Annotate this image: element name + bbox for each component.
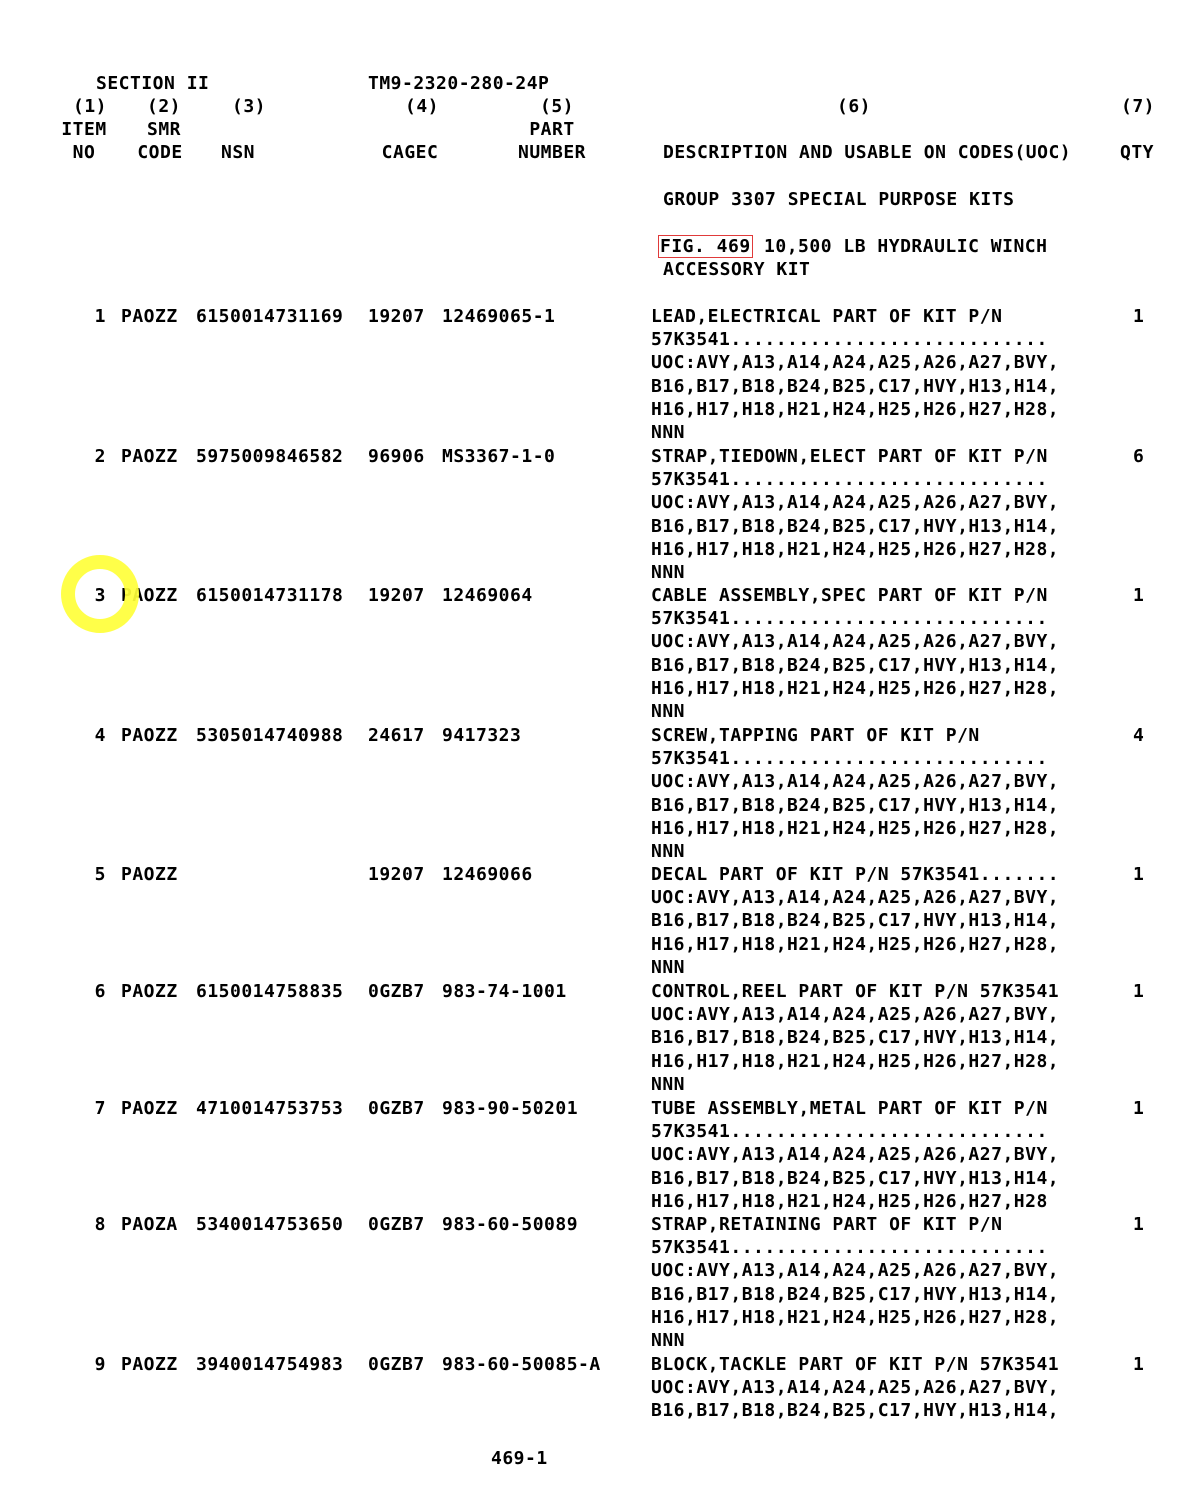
description-line: H16,H17,H18,H21,H24,H25,H26,H27,H28 <box>651 1190 1048 1212</box>
description-line: B16,B17,B18,B24,B25,C17,HVY,H13,H14, <box>651 515 1060 537</box>
description-line: CONTROL,REEL PART OF KIT P/N 57K3541 <box>651 981 1060 1002</box>
description-line: H16,H17,H18,H21,H24,H25,H26,H27,H28, <box>651 933 1060 955</box>
description-line: 57K3541............................ <box>651 748 1048 770</box>
description-line: STRAP,TIEDOWN,ELECT PART OF KIT P/N <box>651 446 1048 467</box>
col-num-4: (4) <box>404 96 439 117</box>
figure-link[interactable]: FIG. 469 <box>660 236 751 257</box>
description-line: UOC:AVY,A13,A14,A24,A25,A26,A27,BVY, <box>651 1377 1060 1399</box>
group-title: GROUP 3307 SPECIAL PURPOSE KITS <box>663 189 1015 210</box>
description-line: BLOCK,TACKLE PART OF KIT P/N 57K3541 <box>651 1354 1060 1375</box>
description-line: H16,H17,H18,H21,H24,H25,H26,H27,H28, <box>651 677 1060 699</box>
col-part-label: PART <box>529 119 575 140</box>
description-block <box>651 305 1121 444</box>
figure-title-line2: ACCESSORY KIT <box>663 259 811 280</box>
item-number: 1 <box>94 306 106 327</box>
smr-code: PAOZZ <box>121 585 178 606</box>
col-num-3: (3) <box>231 96 266 117</box>
part-number: 983-74-1001 <box>442 981 567 1002</box>
description-line: H16,H17,H18,H21,H24,H25,H26,H27,H28, <box>651 817 1060 839</box>
description-block <box>651 863 1121 979</box>
description-line: UOC:AVY,A13,A14,A24,A25,A26,A27,BVY, <box>651 1004 1060 1026</box>
description-line: UOC:AVY,A13,A14,A24,A25,A26,A27,BVY, <box>651 631 1060 653</box>
nsn-value: 5340014753650 <box>196 1214 344 1235</box>
description-line: NNN <box>651 700 686 722</box>
nsn-value: 5975009846582 <box>196 446 344 467</box>
smr-code: PAOZA <box>121 1214 178 1235</box>
part-number: MS3367-1-0 <box>442 446 556 467</box>
qty-value: 6 <box>1133 446 1145 467</box>
description-line: UOC:AVY,A13,A14,A24,A25,A26,A27,BVY, <box>651 1144 1060 1166</box>
description-line: 57K3541............................ <box>651 469 1048 491</box>
item-number: 2 <box>94 446 106 467</box>
description-line: NNN <box>651 1329 686 1351</box>
cagec-value: 19207 <box>368 306 425 327</box>
description-line: B16,B17,B18,B24,B25,C17,HVY,H13,H14, <box>651 1027 1060 1049</box>
description-line: TUBE ASSEMBLY,METAL PART OF KIT P/N <box>651 1098 1048 1119</box>
description-line: NNN <box>651 1073 686 1095</box>
item-number: 4 <box>94 725 106 746</box>
cagec-value: 0GZB7 <box>368 1098 425 1119</box>
col-num-6: (6) <box>836 96 871 117</box>
smr-code: PAOZZ <box>121 306 178 327</box>
item-number: 6 <box>94 981 106 1002</box>
part-number: 983-60-50089 <box>442 1214 579 1235</box>
col-num-2: (2) <box>146 96 181 117</box>
description-line: B16,B17,B18,B24,B25,C17,HVY,H13,H14, <box>651 794 1060 816</box>
part-number: 983-60-50085-A <box>442 1354 601 1375</box>
nsn-value: 4710014753753 <box>196 1098 344 1119</box>
description-line: B16,B17,B18,B24,B25,C17,HVY,H13,H14, <box>651 1283 1060 1305</box>
section-label: SECTION II <box>96 73 210 94</box>
col-nsn-label: NSN <box>220 142 255 163</box>
description-line: STRAP,RETAINING PART OF KIT P/N <box>651 1214 1003 1235</box>
description-line: NNN <box>651 561 686 583</box>
page-number: 469-1 <box>491 1448 548 1469</box>
description-line: 57K3541............................ <box>651 1121 1048 1143</box>
description-line: H16,H17,H18,H21,H24,H25,H26,H27,H28, <box>651 1050 1060 1072</box>
item-number: 9 <box>94 1354 106 1375</box>
description-block <box>651 1213 1121 1352</box>
manual-number: TM9-2320-280-24P <box>368 73 550 94</box>
nsn-value: 3940014754983 <box>196 1354 344 1375</box>
description-line: B16,B17,B18,B24,B25,C17,HVY,H13,H14, <box>651 1167 1060 1189</box>
description-block <box>651 1097 1121 1213</box>
item-number: 3 <box>94 585 106 606</box>
item-number: 8 <box>94 1214 106 1235</box>
smr-code: PAOZZ <box>121 981 178 1002</box>
qty-value: 1 <box>1133 1214 1145 1235</box>
description-line: SCREW,TAPPING PART OF KIT P/N <box>651 725 980 746</box>
col-smr-label: SMR <box>146 119 181 140</box>
cagec-value: 0GZB7 <box>368 1354 425 1375</box>
col-code-label: CODE <box>137 142 183 163</box>
description-block <box>651 980 1121 1096</box>
description-line: 57K3541............................ <box>651 608 1048 630</box>
description-line: UOC:AVY,A13,A14,A24,A25,A26,A27,BVY, <box>651 887 1060 909</box>
qty-value: 1 <box>1133 1098 1145 1119</box>
smr-code: PAOZZ <box>121 725 178 746</box>
nsn-value: 6150014731178 <box>196 585 344 606</box>
smr-code: PAOZZ <box>121 1354 178 1375</box>
description-line: 57K3541............................ <box>651 1237 1048 1259</box>
description-line: UOC:AVY,A13,A14,A24,A25,A26,A27,BVY, <box>651 771 1060 793</box>
description-block <box>651 445 1121 584</box>
qty-value: 1 <box>1133 1354 1145 1375</box>
nsn-value: 6150014758835 <box>196 981 344 1002</box>
description-block <box>651 724 1121 863</box>
qty-value: 1 <box>1133 306 1145 327</box>
cursor-highlight-ring <box>61 555 139 633</box>
description-line: NNN <box>651 421 686 443</box>
col-num-5: (5) <box>539 96 574 117</box>
col-description-label: DESCRIPTION AND USABLE ON CODES(UOC) <box>663 142 1072 163</box>
cagec-value: 19207 <box>368 585 425 606</box>
qty-value: 1 <box>1133 981 1145 1002</box>
part-number: 12469065-1 <box>442 306 556 327</box>
description-line: B16,B17,B18,B24,B25,C17,HVY,H13,H14, <box>651 654 1060 676</box>
part-number: 983-90-50201 <box>442 1098 579 1119</box>
description-line: NNN <box>651 956 686 978</box>
description-line: CABLE ASSEMBLY,SPEC PART OF KIT P/N <box>651 585 1048 606</box>
col-num-1: (1) <box>72 96 107 117</box>
description-line: H16,H17,H18,H21,H24,H25,H26,H27,H28, <box>651 538 1060 560</box>
part-number: 12469066 <box>442 864 533 885</box>
description-line: B16,B17,B18,B24,B25,C17,HVY,H13,H14, <box>651 375 1060 397</box>
description-line: B16,B17,B18,B24,B25,C17,HVY,H13,H14, <box>651 1400 1060 1422</box>
col-num-7: (7) <box>1120 96 1155 117</box>
qty-value: 1 <box>1133 864 1145 885</box>
cagec-value: 0GZB7 <box>368 1214 425 1235</box>
description-line: UOC:AVY,A13,A14,A24,A25,A26,A27,BVY, <box>651 492 1060 514</box>
part-number: 12469064 <box>442 585 533 606</box>
nsn-value: 6150014731169 <box>196 306 344 327</box>
figure-title-rest: 10,500 LB HYDRAULIC WINCH <box>752 236 1048 257</box>
description-line: NNN <box>651 840 686 862</box>
col-item-label: ITEM <box>61 119 107 140</box>
qty-value: 4 <box>1133 725 1145 746</box>
figure-title <box>658 235 1047 258</box>
smr-code: PAOZZ <box>121 446 178 467</box>
cagec-value: 0GZB7 <box>368 981 425 1002</box>
description-line: B16,B17,B18,B24,B25,C17,HVY,H13,H14, <box>651 910 1060 932</box>
item-number: 5 <box>94 864 106 885</box>
item-number: 7 <box>94 1098 106 1119</box>
description-block <box>651 584 1121 723</box>
description-line: UOC:AVY,A13,A14,A24,A25,A26,A27,BVY, <box>651 1260 1060 1282</box>
description-line: H16,H17,H18,H21,H24,H25,H26,H27,H28, <box>651 1306 1060 1328</box>
description-line: H16,H17,H18,H21,H24,H25,H26,H27,H28, <box>651 398 1060 420</box>
description-block <box>651 1353 1121 1423</box>
part-number: 9417323 <box>442 725 522 746</box>
description-line: LEAD,ELECTRICAL PART OF KIT P/N <box>651 306 1003 327</box>
description-line: 57K3541............................ <box>651 329 1048 351</box>
cagec-value: 24617 <box>368 725 425 746</box>
qty-value: 1 <box>1133 585 1145 606</box>
cagec-value: 19207 <box>368 864 425 885</box>
col-qty-label: QTY <box>1120 142 1155 163</box>
description-line: DECAL PART OF KIT P/N 57K3541....... <box>651 864 1060 885</box>
smr-code: PAOZZ <box>121 864 178 885</box>
col-cagec-label: CAGEC <box>381 142 439 163</box>
smr-code: PAOZZ <box>121 1098 178 1119</box>
col-no-label: NO <box>72 142 96 163</box>
cagec-value: 96906 <box>368 446 425 467</box>
col-number-label: NUMBER <box>517 142 587 163</box>
nsn-value: 5305014740988 <box>196 725 344 746</box>
description-line: UOC:AVY,A13,A14,A24,A25,A26,A27,BVY, <box>651 352 1060 374</box>
